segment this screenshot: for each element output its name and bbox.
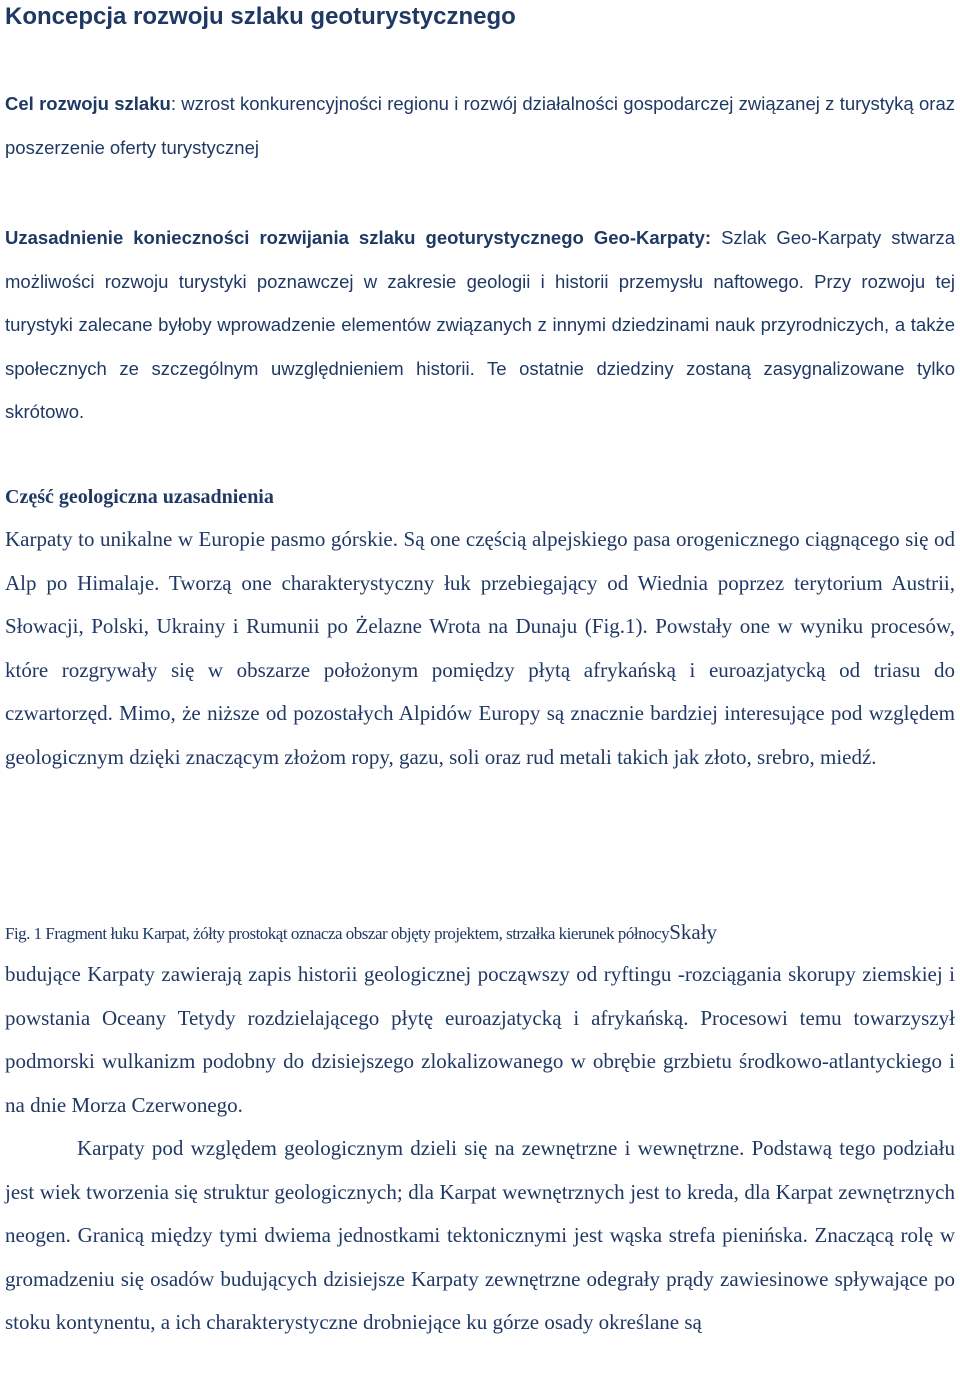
- geology-heading: Część geologiczna uzasadnienia: [5, 486, 274, 508]
- goal-text: : wzrost konkurencyjności regionu i rozwój działalności gospodarczej związanej z turystyką oraz poszerzenie oferty turystycznej: [5, 93, 956, 158]
- document-title: Koncepcja rozwoju szlaku geoturystycznego: [5, 3, 516, 30]
- geology-paragraph-3: Karpaty pod względem geologicznym dzieli się na zewnętrzne i wewnętrzne. Podstawą tego podziału jest wiek tworzenia się struktur geologicznych; dla Karpat wewnętrznych jest to kreda, dla Karpat zewnętrznych neogen. Granicą między tymi dwiema jednostkami tektonicznymi jest wąska strefa pienińska. Znaczącą rolę w gromadzeniu się osadów budujących dzisiejsze Karpaty zewnętrzne odegrały prądy zawiesinowe spływające po stoku kontynentu, a ich charakterystyczne drobniejące ku górze osady określane są: [5, 1136, 955, 1334]
- justification-heading-paragraph: [5, 216, 955, 434]
- figure-caption: Fig. 1 Fragment łuku Karpat, żółty prostokąt oznacza obszar objęty projektem, strzałka kierunek północy: [5, 924, 670, 943]
- figure-caption-line: [5, 918, 960, 948]
- goal-label: Cel rozwoju szlaku: [5, 93, 171, 114]
- justification-heading: Uzasadnienie konieczności rozwijania szlaku geoturystycznego Geo-Karpaty:: [5, 227, 712, 248]
- paragraph-2-start: Skały: [669, 920, 718, 944]
- geology-paragraph-1: Karpaty to unikalne w Europie pasmo górskie. Są one częścią alpejskiego pasa orogenicznego ciągnącego się od Alp po Himalaje. Tworzą one charakterystyczny łuk przebiegający od Wiednia poprzez terytorium Austrii, Słowacji, Polski, Ukrainy i Rumunii po Żelazne Wrota na Dunaju (Fig.1). Powstały one w wyniku procesów, które rozgrywały się w obszarze położonym pomiędzy płytą afrykańską i euroazjatycką od triasu do czwartorzęd. Mimo, że niższe od pozostałych Alpidów Europy są znacznie bardziej interesujące pod względem geologicznym dzięki znaczącym złożom ropy, gazu, soli oraz rud metali takich jak złoto, srebro, miedź.: [5, 527, 955, 769]
- geology-paragraph-2: budujące Karpaty zawierają zapis historii geologicznej począwszy od ryftingu -rozciągania skorupy ziemskiej i powstania Oceany Tetydy rozdzielającego płytę euroazjatycką i afrykańską. Procesowi temu towarzyszył podmorski wulkanizm podobny do dzisiejszego zlokalizowanego w obrębie grzbietu środkowo-atlantyckiego i na dnie Morza Czerwonego.: [5, 962, 955, 1117]
- justification-text: Szlak Geo-Karpaty stwarza możliwości rozwoju turystyki poznawczej w zakresie geologii i historii przemysłu naftowego. Przy rozwoju tej turystyki zalecane byłoby wprowadzenie elementów związanych z innymi dziedzinami nauk przyrodniczych, a także społecznych ze szczególnym uwzględnieniem historii. Te ostatnie dziedziny zostaną zasygnalizowane tylko skrótowo.: [5, 227, 955, 422]
- goal-paragraph: [5, 82, 955, 169]
